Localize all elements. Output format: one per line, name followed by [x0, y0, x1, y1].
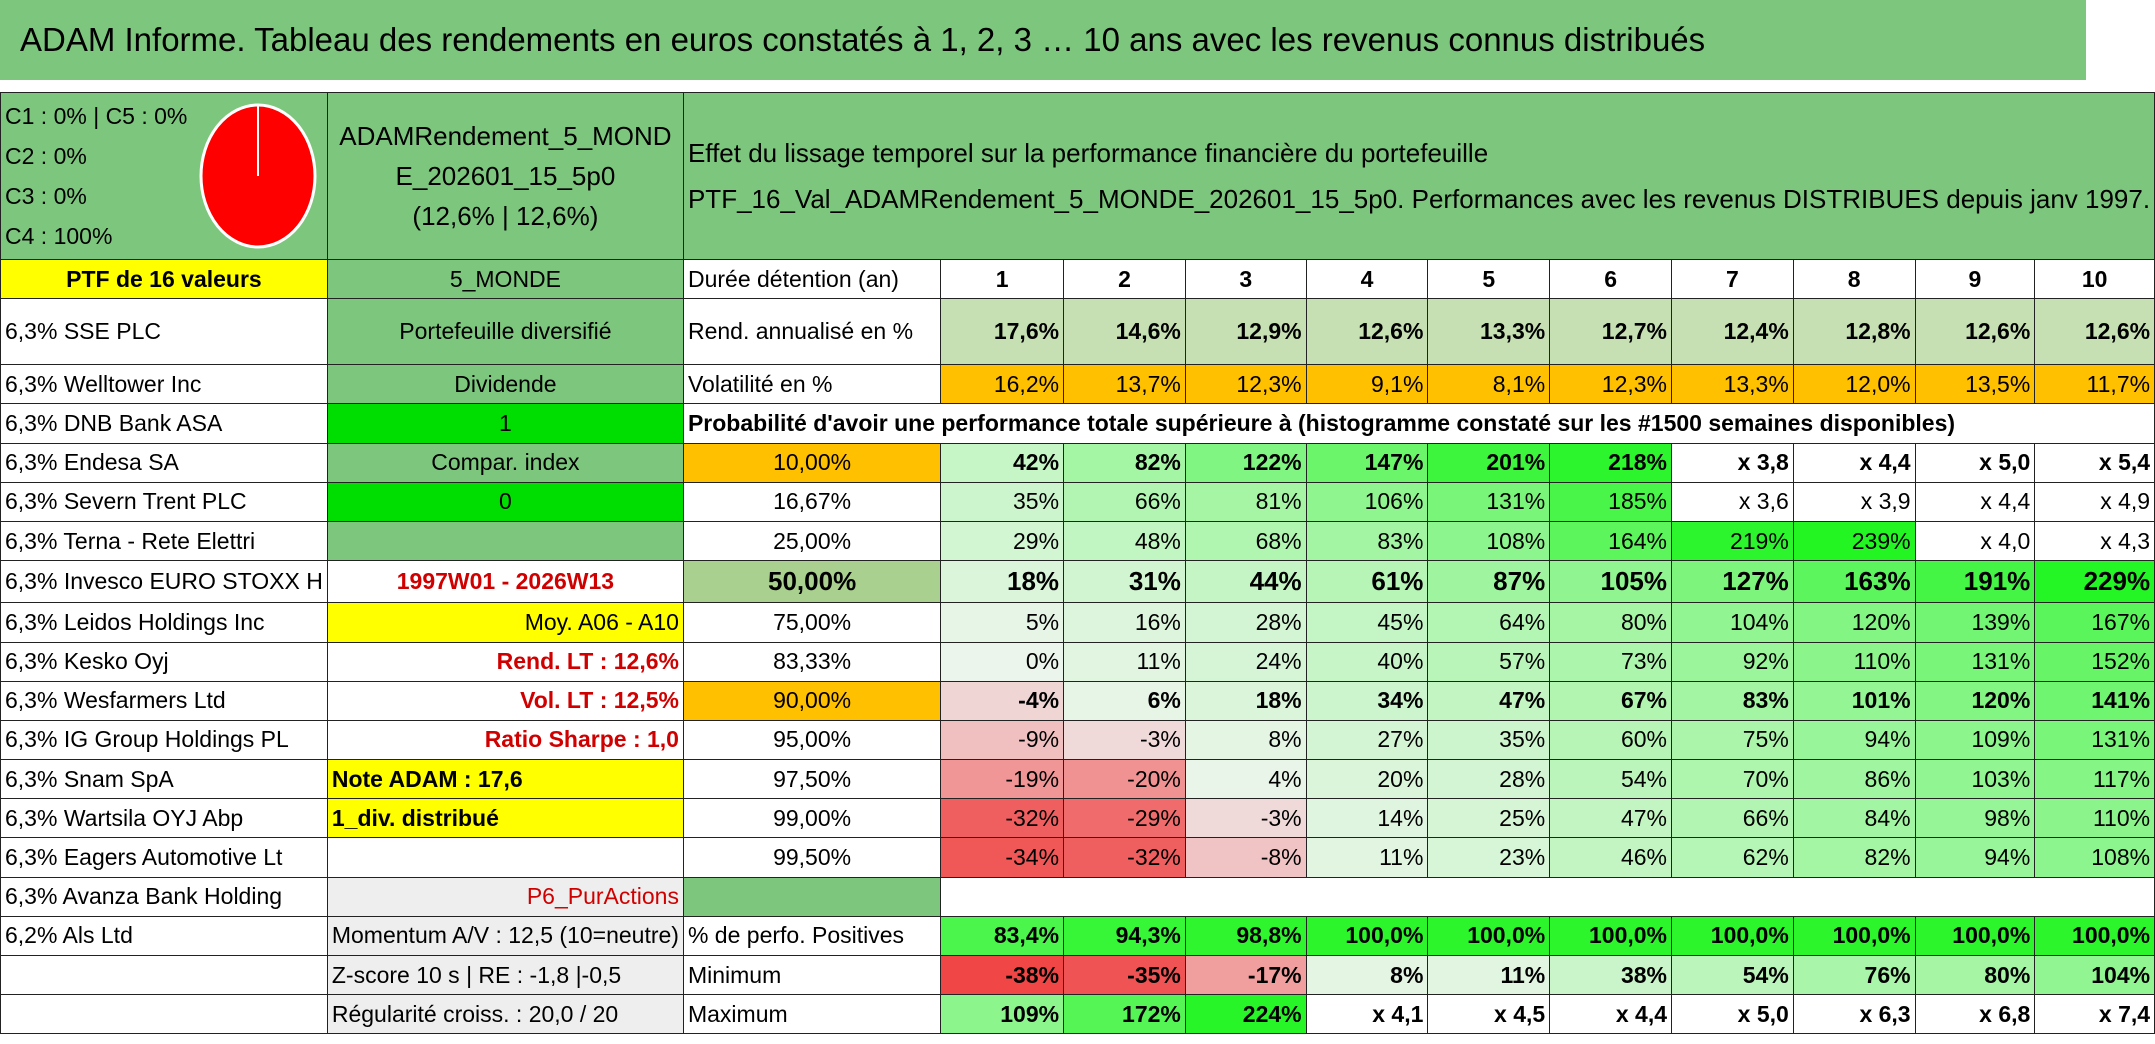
rend-value: 12,9%: [1185, 299, 1306, 365]
min-value: -17%: [1185, 956, 1306, 995]
holding-name: 6,3% Terna - Rete Elettri: [1, 521, 328, 560]
prob-value: 73%: [1550, 642, 1672, 681]
pos-value: 94,3%: [1064, 916, 1186, 955]
holding-name: 6,3% Leidos Holdings Inc: [1, 603, 328, 642]
holding-name: 6,2% Als Ltd: [1, 916, 328, 955]
prob-value: 46%: [1550, 838, 1672, 877]
mid-label: Note ADAM : 17,6: [327, 760, 683, 799]
rend-value: 17,6%: [941, 299, 1064, 365]
prob-value: 24%: [1185, 642, 1306, 681]
prob-value: 83%: [1306, 521, 1428, 560]
prob-value: 11%: [1306, 838, 1428, 877]
prob-value: -3%: [1064, 720, 1186, 759]
prob-value: 218%: [1550, 443, 1672, 482]
prob-value: -32%: [1064, 838, 1186, 877]
vol-value: 12,0%: [1793, 365, 1915, 404]
max-value: 172%: [1064, 995, 1186, 1034]
prob-value: x 4,0: [1915, 521, 2035, 560]
max-value: x 6,8: [1915, 995, 2035, 1034]
mid-label: [327, 521, 683, 560]
mid-label: 1_div. distribué: [327, 799, 683, 838]
fund-name: [327, 93, 683, 260]
pos-value: 100,0%: [1550, 916, 1672, 955]
min-value: 104%: [2035, 956, 2155, 995]
prob-value: 28%: [1185, 603, 1306, 642]
prob-value: 98%: [1915, 799, 2035, 838]
min-label: Minimum: [683, 956, 940, 995]
prob-value: 5%: [941, 603, 1064, 642]
prob-value: 40%: [1306, 642, 1428, 681]
prob-value: -32%: [941, 799, 1064, 838]
prob-value: 117%: [2035, 760, 2155, 799]
prob-title: Probabilité d'avoir une performance totale supérieure à (histogramme constaté sur les #1500 semaines disponibles): [683, 404, 2154, 443]
prob-value: 70%: [1672, 760, 1794, 799]
prob-threshold: 99,00%: [683, 799, 940, 838]
prob-value: 109%: [1915, 720, 2035, 759]
prob-value: x 5,0: [1915, 443, 2035, 482]
rend-value: 12,6%: [1915, 299, 2035, 365]
prob-value: 219%: [1672, 521, 1794, 560]
prob-threshold: 97,50%: [683, 760, 940, 799]
min-value: 80%: [1915, 956, 2035, 995]
mid-label: Ratio Sharpe : 1,0: [327, 720, 683, 759]
prob-value: 163%: [1793, 561, 1915, 603]
min-value: 11%: [1428, 956, 1550, 995]
prob-value: -8%: [1185, 838, 1306, 877]
prob-value: -20%: [1064, 760, 1186, 799]
prob-value: 48%: [1064, 521, 1186, 560]
mid-label: P6_PurActions: [327, 877, 683, 916]
prob-value: -29%: [1064, 799, 1186, 838]
holding-name: 6,3% Wartsila OYJ Abp: [1, 799, 328, 838]
rend-value: 12,4%: [1672, 299, 1794, 365]
vol-value: 13,5%: [1915, 365, 2035, 404]
prob-value: 147%: [1306, 443, 1428, 482]
mid-label: Z-score 10 s | RE : -1,8 |-0,5: [327, 956, 683, 995]
vol-value: 13,3%: [1672, 365, 1794, 404]
report-grid: [0, 92, 2155, 1034]
prob-value: 27%: [1306, 720, 1428, 759]
holding-name: 6,3% Avanza Bank Holding: [1, 877, 328, 916]
prob-threshold: 25,00%: [683, 521, 940, 560]
prob-value: 131%: [1428, 482, 1550, 521]
effect-line: PTF_16_Val_ADAMRendement_5_MONDE_202601_15_5p0. Performances avec les revenus DISTRIBUES depuis janv 1997.: [687, 184, 2151, 214]
prob-value: 25%: [1428, 799, 1550, 838]
prob-value: 84%: [1793, 799, 1915, 838]
min-value: 54%: [1672, 956, 1794, 995]
prob-value: 127%: [1672, 561, 1794, 603]
prob-value: 54%: [1550, 760, 1672, 799]
holding-name: 6,3% Endesa SA: [1, 443, 328, 482]
prob-value: x 4,3: [2035, 521, 2155, 560]
max-value: 224%: [1185, 995, 1306, 1034]
vol-value: 16,2%: [941, 365, 1064, 404]
year-header: 9: [1915, 260, 2035, 299]
year-header: 2: [1064, 260, 1186, 299]
prob-value: 64%: [1428, 603, 1550, 642]
prob-value: 86%: [1793, 760, 1915, 799]
vol-value: 13,7%: [1064, 365, 1186, 404]
prob-value: 122%: [1185, 443, 1306, 482]
year-header: 8: [1793, 260, 1915, 299]
prob-value: 83%: [1672, 681, 1794, 720]
prob-value: 47%: [1550, 799, 1672, 838]
prob-value: 104%: [1672, 603, 1794, 642]
pos-value: 100,0%: [1793, 916, 1915, 955]
vol-value: 12,3%: [1550, 365, 1672, 404]
vol-value: 11,7%: [2035, 365, 2155, 404]
prob-value: 57%: [1428, 642, 1550, 681]
mid-label: Moy. A06 - A10: [327, 603, 683, 642]
cluster-stat: C2 : 0%: [5, 143, 87, 169]
fund-name-line: E_202601_15_5p0: [395, 161, 616, 191]
prob-value: x 3,9: [1793, 482, 1915, 521]
max-value: x 5,0: [1672, 995, 1794, 1034]
prob-value: 66%: [1672, 799, 1794, 838]
prob-value: 35%: [941, 482, 1064, 521]
prob-value: 120%: [1915, 681, 2035, 720]
year-header: 3: [1185, 260, 1306, 299]
prob-value: 110%: [1793, 642, 1915, 681]
mid-label: Momentum A/V : 12,5 (10=neutre): [327, 916, 683, 955]
holding-name: 6,3% Severn Trent PLC: [1, 482, 328, 521]
vol-value: 8,1%: [1428, 365, 1550, 404]
rend-value: 12,6%: [2035, 299, 2155, 365]
prob-value: 16%: [1064, 603, 1186, 642]
max-value: x 7,4: [2035, 995, 2155, 1034]
prob-threshold: 83,33%: [683, 642, 940, 681]
rend-value: 13,3%: [1428, 299, 1550, 365]
min-value: 8%: [1306, 956, 1428, 995]
pos-value: 100,0%: [1306, 916, 1428, 955]
holding-name: [1, 995, 328, 1034]
max-value: x 6,3: [1793, 995, 1915, 1034]
prob-value: 82%: [1064, 443, 1186, 482]
allocation-pie-chart: [193, 101, 323, 251]
prob-value: 61%: [1306, 561, 1428, 603]
prob-value: -19%: [941, 760, 1064, 799]
portfolio-size: PTF de 16 valeurs: [1, 260, 328, 299]
vol-value: 12,3%: [1185, 365, 1306, 404]
min-value: -38%: [941, 956, 1064, 995]
min-value: 76%: [1793, 956, 1915, 995]
prob-value: 164%: [1550, 521, 1672, 560]
prob-value: 92%: [1672, 642, 1794, 681]
performance-table: [0, 92, 2155, 1034]
mid-label: 1997W01 - 2026W13: [327, 561, 683, 603]
prob-value: 60%: [1550, 720, 1672, 759]
vol-value: 9,1%: [1306, 365, 1428, 404]
prob-value: x 5,4: [2035, 443, 2155, 482]
cluster-stat: C1 : 0% | C5 : 0%: [5, 103, 188, 129]
holding-name: 6,3% Welltower Inc: [1, 365, 328, 404]
rend-value: 12,7%: [1550, 299, 1672, 365]
prob-threshold: 95,00%: [683, 720, 940, 759]
prob-value: 6%: [1064, 681, 1186, 720]
pos-value: 100,0%: [1672, 916, 1794, 955]
prob-value: 62%: [1672, 838, 1794, 877]
mid-label: 0: [327, 482, 683, 521]
fund-perf: (12,6% | 12,6%): [412, 201, 599, 231]
prob-value: -4%: [941, 681, 1064, 720]
prob-value: -3%: [1185, 799, 1306, 838]
year-header: 7: [1672, 260, 1794, 299]
pos-value: 83,4%: [941, 916, 1064, 955]
prob-value: 35%: [1428, 720, 1550, 759]
prob-value: 11%: [1064, 642, 1186, 681]
prob-value: 4%: [1185, 760, 1306, 799]
prob-threshold: 99,50%: [683, 838, 940, 877]
rend-label: Rend. annualisé en %: [683, 299, 940, 365]
prob-value: 34%: [1306, 681, 1428, 720]
holding-name: 6,3% Snam SpA: [1, 760, 328, 799]
prob-value: 94%: [1915, 838, 2035, 877]
prob-value: 28%: [1428, 760, 1550, 799]
prob-value: 167%: [2035, 603, 2155, 642]
prob-value: 14%: [1306, 799, 1428, 838]
prob-value: 110%: [2035, 799, 2155, 838]
prob-value: 0%: [941, 642, 1064, 681]
pos-value: 98,8%: [1185, 916, 1306, 955]
vol-label: Volatilité en %: [683, 365, 940, 404]
prob-value: 80%: [1550, 603, 1672, 642]
mid-label: 1: [327, 404, 683, 443]
effect-line: Effet du lissage temporel sur la performance financière du portefeuille: [687, 138, 1489, 168]
holding-name: 6,3% Wesfarmers Ltd: [1, 681, 328, 720]
prob-value: 105%: [1550, 561, 1672, 603]
mid-label: Régularité croiss. : 20,0 / 20: [327, 995, 683, 1034]
prob-value: 152%: [2035, 642, 2155, 681]
prob-threshold: 10,00%: [683, 443, 940, 482]
prob-value: 81%: [1185, 482, 1306, 521]
prob-value: x 4,4: [1915, 482, 2035, 521]
year-header: 10: [2035, 260, 2155, 299]
effect-description: [683, 93, 2154, 260]
empty-cell: [683, 877, 940, 916]
prob-value: x 4,4: [1793, 443, 1915, 482]
prob-value: 45%: [1306, 603, 1428, 642]
mid-label: Vol. LT : 12,5%: [327, 681, 683, 720]
prob-value: 82%: [1793, 838, 1915, 877]
mid-label: Compar. index: [327, 443, 683, 482]
max-label: Maximum: [683, 995, 940, 1034]
prob-value: 94%: [1793, 720, 1915, 759]
prob-value: 29%: [941, 521, 1064, 560]
prob-value: 131%: [1915, 642, 2035, 681]
prob-value: 101%: [1793, 681, 1915, 720]
prob-value: 201%: [1428, 443, 1550, 482]
year-header: 6: [1550, 260, 1672, 299]
prob-value: 44%: [1185, 561, 1306, 603]
max-value: x 4,5: [1428, 995, 1550, 1034]
mid-label: Dividende: [327, 365, 683, 404]
prob-value: 18%: [1185, 681, 1306, 720]
prob-value: 120%: [1793, 603, 1915, 642]
holding-name: 6,3% Kesko Oyj: [1, 642, 328, 681]
report-title: ADAM Informe. Tableau des rendements en euros constatés à 1, 2, 3 … 10 ans avec les revenus connus distribués: [0, 0, 2086, 80]
prob-value: 131%: [2035, 720, 2155, 759]
prob-value: 191%: [1915, 561, 2035, 603]
pos-label: % de perfo. Positives: [683, 916, 940, 955]
min-value: 38%: [1550, 956, 1672, 995]
prob-value: 185%: [1550, 482, 1672, 521]
prob-value: 108%: [2035, 838, 2155, 877]
year-header: 4: [1306, 260, 1428, 299]
prob-value: 23%: [1428, 838, 1550, 877]
prob-threshold: 50,00%: [683, 561, 940, 603]
prob-value: 75%: [1672, 720, 1794, 759]
prob-value: x 3,6: [1672, 482, 1794, 521]
max-value: x 4,4: [1550, 995, 1672, 1034]
cluster-stats: [1, 93, 328, 260]
mid-label: Rend. LT : 12,6%: [327, 642, 683, 681]
empty-cell: [941, 877, 2155, 916]
prob-value: 42%: [941, 443, 1064, 482]
prob-threshold: 90,00%: [683, 681, 940, 720]
holding-name: [1, 956, 328, 995]
fund-name-line: ADAMRendement_5_MOND: [339, 121, 672, 151]
prob-value: 68%: [1185, 521, 1306, 560]
cluster-stat: C4 : 100%: [5, 223, 113, 249]
prob-value: 141%: [2035, 681, 2155, 720]
prob-value: 239%: [1793, 521, 1915, 560]
region-label: 5_MONDE: [327, 260, 683, 299]
prob-value: -34%: [941, 838, 1064, 877]
prob-value: 66%: [1064, 482, 1186, 521]
prob-value: 106%: [1306, 482, 1428, 521]
prob-value: 87%: [1428, 561, 1550, 603]
prob-value: 47%: [1428, 681, 1550, 720]
prob-value: 139%: [1915, 603, 2035, 642]
prob-value: 108%: [1428, 521, 1550, 560]
holding-name: 6,3% IG Group Holdings PL: [1, 720, 328, 759]
pos-value: 100,0%: [1915, 916, 2035, 955]
max-value: 109%: [941, 995, 1064, 1034]
min-value: -35%: [1064, 956, 1186, 995]
prob-value: 103%: [1915, 760, 2035, 799]
pos-value: 100,0%: [1428, 916, 1550, 955]
holding-name: 6,3% DNB Bank ASA: [1, 404, 328, 443]
year-header: 1: [941, 260, 1064, 299]
mid-label: Portefeuille diversifié: [327, 299, 683, 365]
prob-value: x 3,8: [1672, 443, 1794, 482]
prob-value: 229%: [2035, 561, 2155, 603]
duration-label: Durée détention (an): [683, 260, 940, 299]
rend-value: 14,6%: [1064, 299, 1186, 365]
holding-name: 6,3% SSE PLC: [1, 299, 328, 365]
year-header: 5: [1428, 260, 1550, 299]
pos-value: 100,0%: [2035, 916, 2155, 955]
prob-value: -9%: [941, 720, 1064, 759]
prob-value: 67%: [1550, 681, 1672, 720]
prob-value: 31%: [1064, 561, 1186, 603]
rend-value: 12,8%: [1793, 299, 1915, 365]
cluster-stat: C3 : 0%: [5, 183, 87, 209]
prob-threshold: 16,67%: [683, 482, 940, 521]
mid-label: [327, 838, 683, 877]
holding-name: 6,3% Eagers Automotive Lt: [1, 838, 328, 877]
prob-value: 8%: [1185, 720, 1306, 759]
prob-value: 20%: [1306, 760, 1428, 799]
rend-value: 12,6%: [1306, 299, 1428, 365]
prob-value: 18%: [941, 561, 1064, 603]
prob-value: x 4,9: [2035, 482, 2155, 521]
holding-name: 6,3% Invesco EURO STOXX H: [1, 561, 328, 603]
prob-threshold: 75,00%: [683, 603, 940, 642]
max-value: x 4,1: [1306, 995, 1428, 1034]
